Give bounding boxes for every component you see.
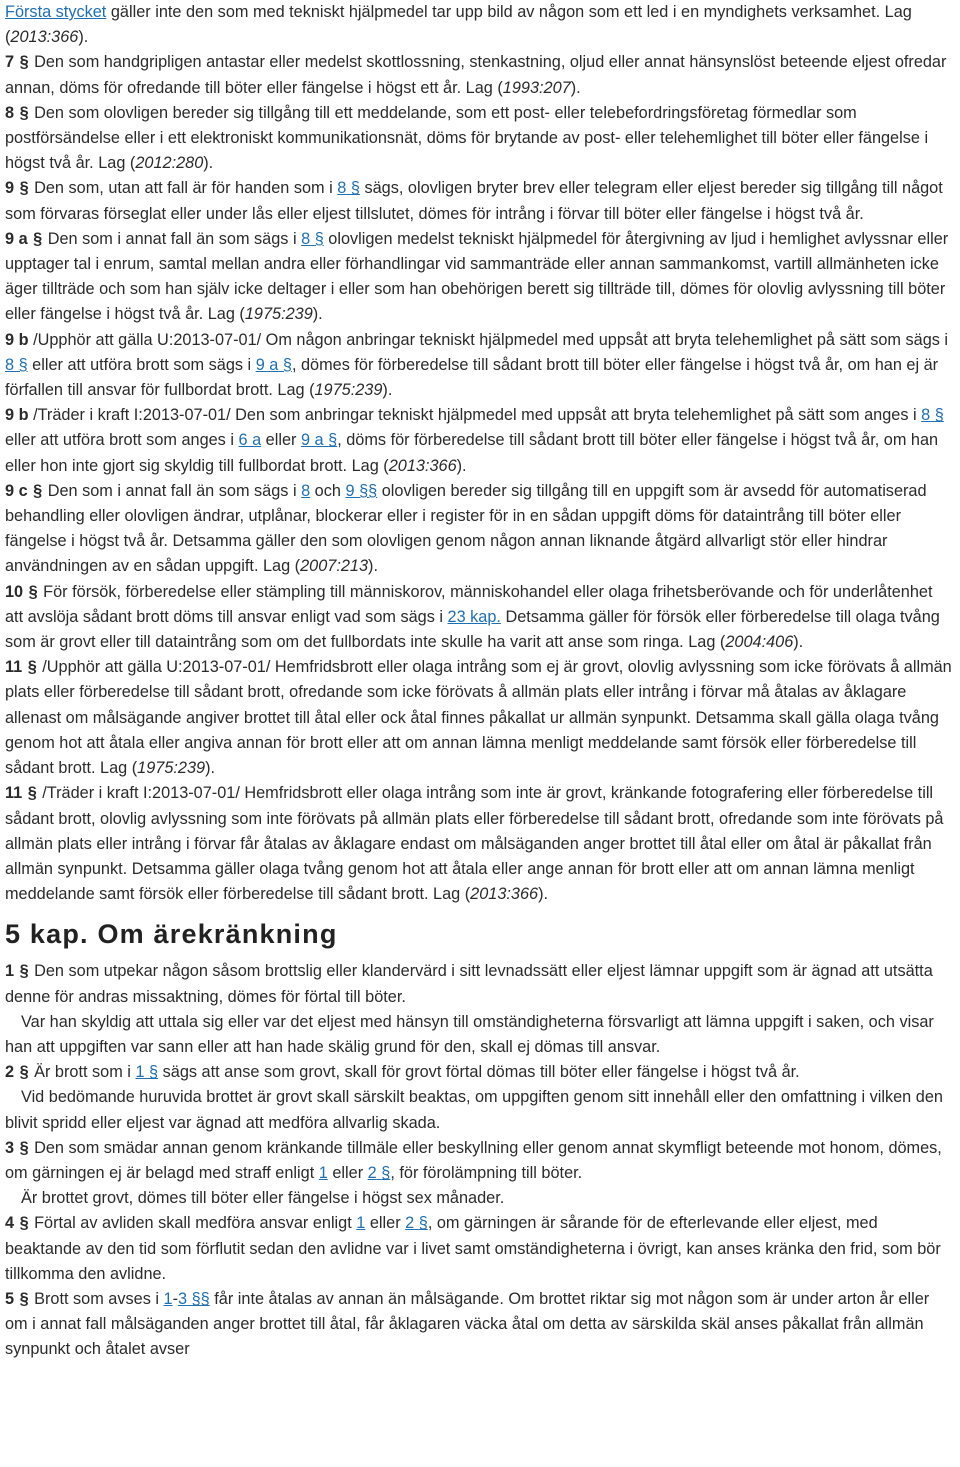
section-sign-icon: § <box>418 1214 428 1233</box>
section-number: 9 <box>5 179 15 198</box>
link-section-8[interactable] <box>301 230 324 248</box>
text: ). <box>78 28 89 47</box>
link-label: 9 a <box>255 355 279 374</box>
section-number: 9 b <box>5 330 29 349</box>
link-label: 9 a <box>300 431 324 450</box>
link-section-1[interactable]: 1 <box>163 1289 173 1308</box>
section-sign-icon: § <box>200 1289 210 1308</box>
text: Är brott som i <box>29 1063 136 1082</box>
section-number: 1 <box>5 962 15 981</box>
section-11-in-force <box>5 781 955 907</box>
section-sign-icon: § <box>28 582 38 601</box>
text: ). <box>382 381 393 400</box>
section-number: 10 <box>5 582 24 601</box>
text: /Upphör att gälla U:2013-07-01/ Hemfridsbrott eller olaga intrång som ej är grovt, olovlig avlyssning som icke förövats å allmän plats eller förberedelse till sådant brott, ofredande som icke förövats å allmän plats eller intrång i förvar må åtalas av åklagare allenast om målsägande angiver brottet till åtal eller ock åtal finnes påkallat ur allmän synpunkt. Detsamma skall gälla olaga tvång genom hot att åtala eller angiva annan för brott eller att om annan lämna menligt meddelande samt försök eller förberedelse till sådant brott. Lag ( <box>5 658 952 778</box>
section-sign-icon: § <box>27 658 37 677</box>
chapter5-section-2 <box>5 1060 955 1085</box>
text: gäller inte den som med tekniskt hjälpmedel tar upp bild av någon som ett led i en myndighets verksamhet. Lag ( <box>5 3 912 47</box>
text: ). <box>570 78 581 97</box>
text: eller <box>365 1214 406 1233</box>
section-sign-icon: § <box>19 53 29 72</box>
chapter5-section-4 <box>5 1211 955 1287</box>
text: Den som i annat fall än som sägs i <box>43 481 302 500</box>
law-ref: 1975:239 <box>244 305 313 324</box>
law-ref: 2007:213 <box>300 557 369 576</box>
text: ). <box>538 885 549 904</box>
link-section-1[interactable] <box>135 1063 158 1081</box>
text: /Träder i kraft I:2013-07-01/ Den som anbringar tekniskt hjälpmedel med uppsåt att bryta telehemlighet på sätt som anges i <box>33 406 922 425</box>
law-ref: 2013:366 <box>10 28 79 47</box>
section-number: 9 b <box>5 406 29 425</box>
text: Detsamma gäller för försök eller förberedelse till olaga tvång som är grovt eller till dataintrång som om det fullbordats inte skulle ha varit att anse som ringa. Lag ( <box>5 607 940 652</box>
text: ). <box>368 557 378 576</box>
section-11-repealed <box>5 655 955 781</box>
section-sign-icon: § <box>934 406 944 425</box>
link-section-8[interactable]: 8 <box>301 481 311 500</box>
section-number: 8 <box>5 103 15 122</box>
chapter5-section-2-paragraph-2: Vid bedömande huruvida brottet är grovt skall särskilt beaktas, om uppgiften genom sitt innehåll eller den omfattning i vilken den blivit spridd eller eljest var ägnad att medföra allvarlig skada. <box>5 1088 943 1132</box>
section-9 <box>5 176 955 226</box>
text: , för förolämpning till böter. <box>390 1163 583 1182</box>
section-sign-icon: § <box>282 355 292 374</box>
section-10 <box>5 580 955 656</box>
section-sign-icon: § <box>368 481 378 500</box>
section-sign-icon: § <box>191 1289 201 1308</box>
section-sign-icon: § <box>19 1289 29 1308</box>
law-ref: 2004:406 <box>725 633 794 652</box>
text: Den som utpekar någon såsom brottslig eller klandervärd i sitt levnadssätt eller eljest lämnar uppgift som är ägnad att utsätta denne för andras missaktning, dömes för förtal till böter. <box>5 962 933 1006</box>
text: eller <box>261 431 301 450</box>
chapter5-section-3 <box>5 1136 955 1186</box>
law-ref: 1975:239 <box>137 759 206 778</box>
text: ). <box>793 633 804 652</box>
link-label: 2 <box>405 1214 415 1233</box>
section-sign-icon: § <box>27 784 37 803</box>
text: olovligen medelst tekniskt hjälpmedel för återgivning av ljud i hemlighet avlyssnar eller upptager tal i enrum, samtal mellan andra eller förhandlingar vid sammanträde eller annan sammankomst, vartill allmänheten icke äger tillträde och som han själv icke deltager i eller som han obehörigen berett sig tillträde till, dömes för olovlig avlyssning till böter eller fängelse i högst två år. Lag ( <box>5 229 949 324</box>
text: eller att utföra brott som anges i <box>5 431 239 450</box>
dash: - <box>172 1289 178 1308</box>
text: Den som olovligen bereder sig tillgång till ett meddelande, som ett post- eller telebefordringsföretag förmedlar som postförsändelse eller i ett elektroniskt kommunikationsnät, döms för brytande av post- eller telehemlighet till böter eller fängelse i högst två år. Lag ( <box>5 103 929 173</box>
text: ). <box>456 456 467 475</box>
link-label: 3 <box>178 1289 188 1308</box>
section-7 <box>5 50 955 100</box>
text: För försök, förberedelse eller stämpling till människorov, människohandel eller olaga frihetsberövande och för underlåtenhet att avslöja sådant brott döms till ansvar enligt vad som sägs i <box>5 582 933 626</box>
text: Den som i annat fall än som sägs i <box>43 229 302 248</box>
link-section-1[interactable]: 1 <box>356 1214 366 1233</box>
text: får inte åtalas av annan än målsägande. Om brottet riktar sig mot någon som är under arton år eller om i annat fall målsäganden anger brottet till åtal, får åklagaren väcka åtal om detta av särskilda skäl anses påkallat från allmän synpunkt och åtalet avser <box>5 1289 930 1359</box>
text: eller att utföra brott som sägs i <box>27 355 256 374</box>
chapter5-section-5 <box>5 1287 955 1363</box>
link-chapter-23[interactable]: 23 kap. <box>447 607 501 626</box>
link-section-3[interactable] <box>178 1290 210 1308</box>
link-label: 8 <box>301 229 311 248</box>
section-number: 9 a <box>5 229 28 248</box>
section-9c <box>5 479 955 580</box>
section-sign-icon: § <box>314 229 324 248</box>
text: Den som, utan att fall är för handen som i <box>29 179 338 198</box>
link-section-6a[interactable]: 6 a <box>238 431 262 450</box>
link-label: 8 <box>5 355 15 374</box>
section-sign-icon: § <box>381 1163 391 1182</box>
section-number: 11 <box>5 784 23 803</box>
section-number: 5 <box>5 1289 15 1308</box>
section-number: 4 <box>5 1214 15 1233</box>
section-9b-in-force <box>5 403 955 479</box>
link-section-9a[interactable] <box>256 356 292 374</box>
link-label: 8 <box>337 179 347 198</box>
link-label: 1 <box>135 1063 145 1082</box>
link-label: 9 <box>345 481 355 500</box>
section-sign-icon: § <box>33 229 43 248</box>
section-sign-icon: § <box>19 962 29 981</box>
section-number: 7 <box>5 53 15 72</box>
link-section-8[interactable] <box>337 179 360 197</box>
law-ref: 2013:366 <box>470 885 539 904</box>
text: ). <box>312 305 323 324</box>
chapter5-section-1 <box>5 959 955 1009</box>
chapter5-section-3-paragraph-2: Är brottet grovt, dömes till böter eller fängelse i högst sex månader. <box>21 1189 505 1208</box>
link-section-8[interactable] <box>5 356 28 374</box>
text: /Träder i kraft I:2013-07-01/ Hemfridsbrott eller olaga intrång som inte är grovt, kränkande fotografering eller förberedelse till sådant brott, olovlig avlyssning som inte förövats på allmän plats eller förberedelse till sådant brott, ofredande som inte förövats på allmän plats eller intrång i förvar får åtalas av åklagare endast om målsäganden anger brottet till åtal eller om åtal är påkallat från allmän synpunkt. Detsamma gäller olaga tvång genom hot att åtala eller ange annan för brott eller att om annan lämna menligt meddelande samt försök eller förberedelse till sådant brott. Lag ( <box>5 784 944 904</box>
law-ref: 1993:207 <box>502 78 571 97</box>
text: , om gärningen är sårande för de efterlevande eller eljest, med beaktande av den tid som förflutit sedan den avlidne var i livet samt omständigheterna i övrigt, kan anses kränka den frid, som bör tillkomma den avlidne. <box>5 1214 941 1283</box>
section-sign-icon: § <box>33 481 43 500</box>
section-number: 11 <box>5 658 23 677</box>
law-ref: 1975:239 <box>314 381 383 400</box>
text: /Upphör att gälla U:2013-07-01/ Om någon anbringar tekniskt hjälpmedel med uppsåt att bryta telehemlighet på sätt som sägs i <box>33 330 949 349</box>
paragraph-first-clause-note <box>5 0 955 50</box>
text: och <box>310 481 346 500</box>
text: ). <box>205 759 216 778</box>
section-number: 3 <box>5 1138 15 1157</box>
section-sign-icon: § <box>350 179 360 198</box>
section-8 <box>5 101 955 177</box>
text: sägs att anse som grovt, skall för grovt förtal dömas till böter eller fängelse i högst två år. <box>158 1063 800 1082</box>
law-ref: 2012:280 <box>135 154 204 173</box>
text: , döms för förberedelse till sådant brott till böter eller fängelse i högst två år, om han eller hon inte gjort sig skyldig till fullbordat brott. Lag ( <box>5 431 939 475</box>
link-section-8[interactable] <box>921 406 944 424</box>
text: eller <box>327 1163 368 1182</box>
section-9b-repealed <box>5 328 955 404</box>
link-section-9a[interactable] <box>301 431 337 449</box>
text: ). <box>203 154 214 173</box>
section-sign-icon: § <box>19 179 29 198</box>
section-sign-icon: § <box>328 431 338 450</box>
section-sign-icon: § <box>19 1063 29 1082</box>
text: Förtal av avliden skall medföra ansvar enligt <box>29 1214 357 1233</box>
section-9a <box>5 227 955 328</box>
section-sign-icon: § <box>359 481 369 500</box>
text: , dömes för förberedelse till sådant brott till böter eller fängelse i högst två år, om han ej är förfallen till ansvar för fullbordat brott. Lag ( <box>5 355 939 400</box>
section-number: 9 c <box>5 481 28 500</box>
section-sign-icon: § <box>19 1138 29 1157</box>
text: olovligen bereder sig tillgång till en uppgift som är avsedd för automatiserad behandling eller olovligen ändrar, utplånar, blockerar eller i register för in en sådan uppgift döms för dataintrång till böter eller fängelse i högst två år. Detsamma gäller den som olovligen genom någon annan liknande åtgärd allvarligt stör eller hindrar användningen av en sådan uppgift. Lag ( <box>5 481 927 576</box>
link-section-9[interactable] <box>345 482 377 500</box>
text: Den som smädar annan genom kränkande tillmäle eller beskyllning eller genom annat skymfligt beteende mot honom, dömes, om gärningen ej är belagd med straff enligt <box>5 1138 942 1182</box>
text: sägs, olovligen bryter brev eller telegram eller eljest bereder sig tillgång till något som förvaras förseglat eller under lås eller eljest tillslutet, dömes för intrång i förvar till böter eller fängelse i högst två år. <box>5 179 943 223</box>
text: Brott som avses i <box>29 1289 164 1308</box>
law-ref: 2013:366 <box>388 456 457 475</box>
link-section-1[interactable]: 1 <box>318 1163 328 1182</box>
section-sign-icon: § <box>18 355 28 374</box>
link-label: 2 <box>367 1163 377 1182</box>
section-sign-icon: § <box>19 103 29 122</box>
chapter-heading: 5 kap. Om ärekränkning <box>5 919 338 950</box>
chapter5-section-1-paragraph-2: Var han skyldig att uttala sig eller var det eljest med hänsyn till omständigheterna försvarligt att lämna uppgift i saken, och visar han att uppgiften var sann eller att han hade skälig grund för den, skall ej dömas till ansvar. <box>5 1012 934 1056</box>
section-sign-icon: § <box>149 1063 159 1082</box>
section-sign-icon: § <box>19 1214 29 1233</box>
link-label: 8 <box>921 406 931 425</box>
link-section-2[interactable] <box>405 1214 428 1232</box>
section-number: 2 <box>5 1063 15 1082</box>
text: Den som handgripligen antastar eller medelst skottlossning, stenkastning, oljud eller annat hänsynslöst beteende eljest ofredar annan, döms för ofredande till böter eller fängelse i högst ett år. Lag ( <box>5 53 947 97</box>
link-section-2[interactable] <box>368 1164 391 1182</box>
link-forsta-stycket[interactable]: Första stycket <box>5 3 107 21</box>
